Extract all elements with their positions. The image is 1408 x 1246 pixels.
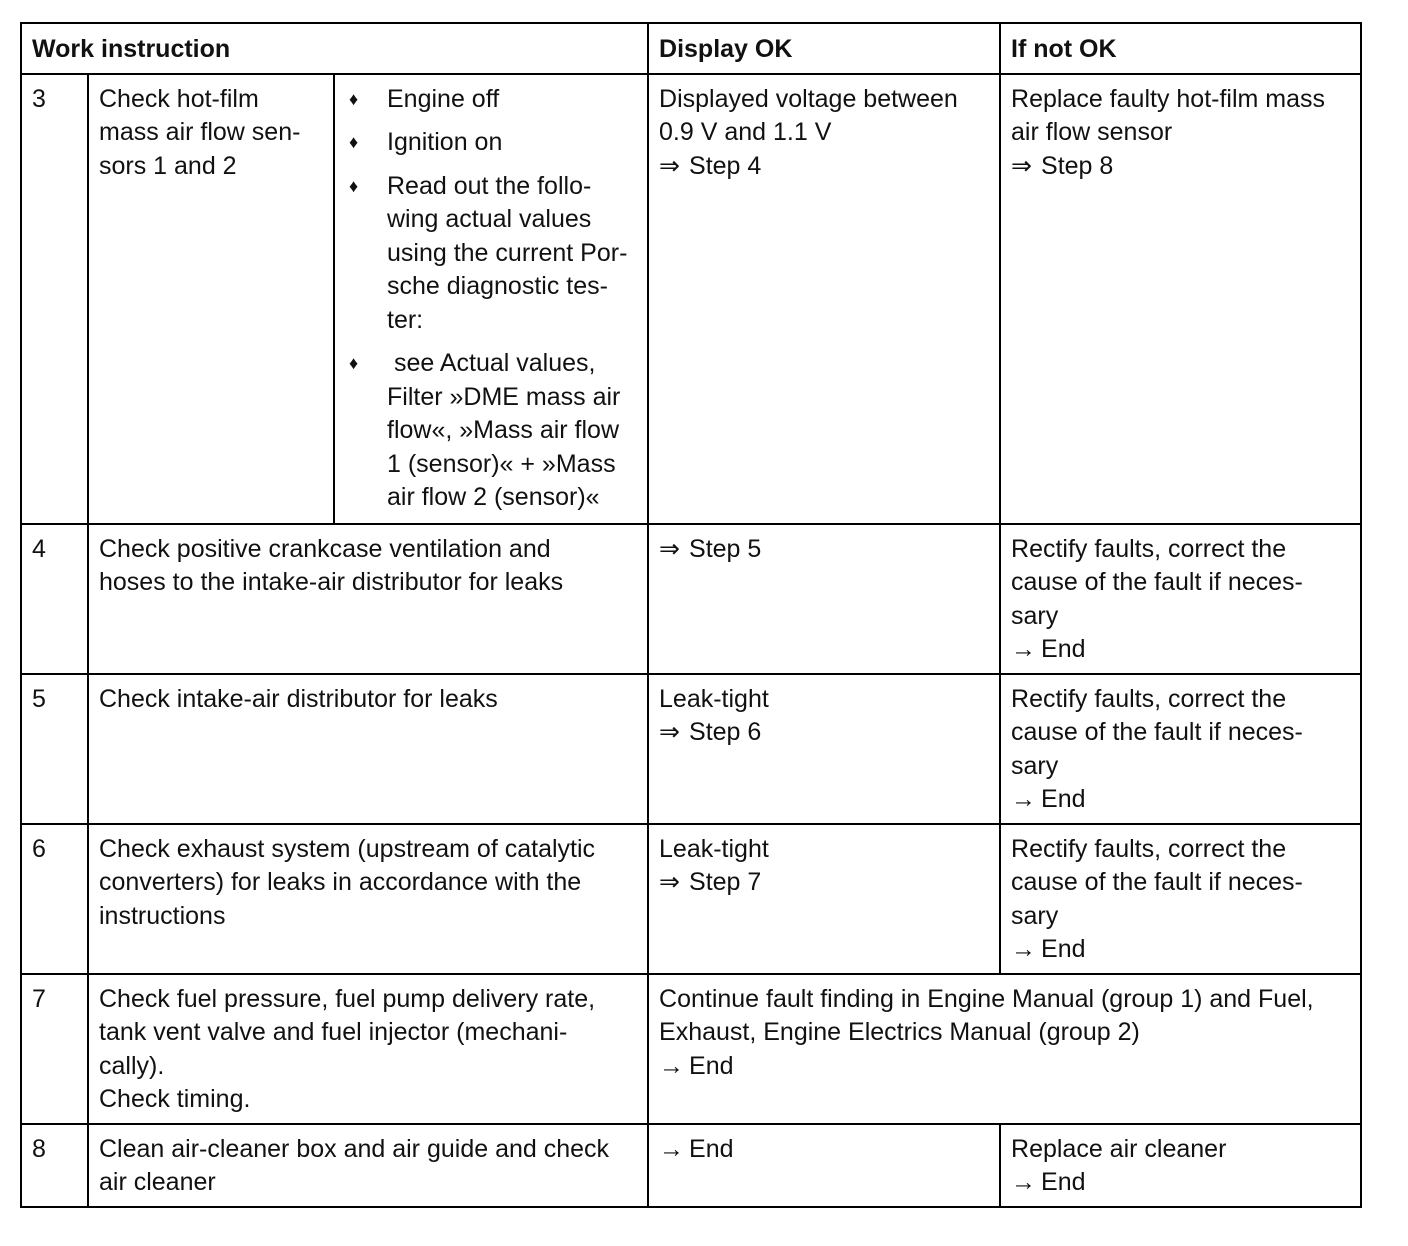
next-step (659, 866, 991, 900)
next-step (659, 1050, 1352, 1084)
next-step-label: Step 4 (689, 151, 762, 180)
step-number: 3 (21, 74, 88, 524)
table-row (21, 674, 1361, 824)
instruction-line: converters) for leaks in accordance with the (99, 868, 582, 896)
list-item (345, 170, 639, 338)
arrow-right-icon: → (1011, 635, 1037, 663)
step-number: 5 (21, 674, 88, 824)
instruction-line: Clean air-cleaner box and air guide and check (99, 1134, 610, 1163)
display-ok-line: Leak-tight (659, 834, 769, 863)
header-display-ok: Display OK (648, 23, 1000, 74)
bullet-line: sche diagnostic tes- (387, 272, 608, 300)
next-step (659, 150, 991, 184)
instruction-line: sors 1 and 2 (99, 151, 237, 180)
not-ok-line: sary (1011, 601, 1059, 630)
next-step (1011, 1166, 1352, 1200)
instruction-cell (88, 674, 648, 824)
not-ok-cell (1000, 1124, 1361, 1207)
instruction-line: air cleaner (99, 1168, 216, 1196)
instruction-line: tank vent valve and fuel injector (mechani- (99, 1018, 568, 1046)
arrow-right-icon: → (659, 1134, 685, 1163)
diamond-bullet-icon: ♦ (349, 175, 359, 196)
not-ok-line: Replace faulty hot-film mass (1011, 84, 1326, 113)
table-row (21, 824, 1361, 974)
work-instruction-table (20, 22, 1362, 1208)
table-row (21, 1124, 1361, 1207)
instruction-line: cally). (99, 1051, 165, 1080)
next-step-label: End (1041, 1168, 1086, 1196)
step-number: 4 (21, 524, 88, 674)
display-ok-cell (648, 674, 1000, 824)
bullet-line: 1 (sensor)« + »Mass (387, 449, 616, 478)
next-step-label: End (1041, 635, 1086, 663)
list-item (345, 126, 639, 160)
next-step (659, 533, 991, 567)
merged-line: Exhaust, Engine Electrics Manual (group 2) (659, 1018, 1140, 1046)
next-step (1011, 933, 1352, 967)
bullet-line: using the current Por- (387, 238, 628, 267)
display-ok-cell (648, 824, 1000, 974)
bullet-line: Ignition on (387, 128, 503, 156)
arrow-right-icon: → (659, 1051, 685, 1080)
conditions-cell (334, 74, 648, 524)
diamond-bullet-icon: ♦ (349, 88, 359, 109)
header-row (21, 23, 1361, 74)
next-step-label: End (689, 1134, 734, 1163)
bullet-line: Engine off (387, 84, 500, 113)
merged-line: Continue fault finding in Engine Manual (group 1) and Fuel, (659, 984, 1314, 1013)
header-if-not-ok: If not OK (1000, 23, 1361, 74)
not-ok-line: sary (1011, 901, 1059, 930)
instruction-cell (88, 974, 648, 1124)
instruction-cell (88, 74, 334, 524)
not-ok-line: air flow sensor (1011, 118, 1173, 146)
double-arrow-icon: ⇒ (659, 718, 680, 746)
arrow-right-icon: → (1011, 785, 1037, 813)
not-ok-line: Rectify faults, correct the (1011, 534, 1287, 563)
merged-result-cell (648, 974, 1361, 1124)
next-step-label: End (689, 1051, 734, 1080)
instruction-cell (88, 1124, 648, 1207)
instruction-line: Check exhaust system (upstream of catalytic (99, 834, 596, 863)
instruction-cell (88, 524, 648, 674)
conditions-list (345, 83, 639, 515)
diamond-bullet-icon: ♦ (349, 132, 359, 152)
next-step (1011, 150, 1352, 184)
list-item (345, 83, 639, 117)
step-number: 6 (21, 824, 88, 974)
instruction-line: hoses to the intake-air distributor for leaks (99, 568, 564, 596)
diamond-bullet-icon: ♦ (349, 353, 359, 373)
bullet-line: Read out the follo- (387, 171, 592, 200)
next-step-label: End (1041, 935, 1086, 963)
not-ok-cell (1000, 524, 1361, 674)
table-row (21, 74, 1361, 524)
display-ok-cell (648, 1124, 1000, 1207)
instruction-line: Check intake-air distributor for leaks (99, 684, 498, 713)
not-ok-line: cause of the fault if neces- (1011, 868, 1303, 896)
step-number: 8 (21, 1124, 88, 1207)
display-ok-cell (648, 74, 1000, 524)
not-ok-line: sary (1011, 751, 1059, 780)
next-step-label: End (1041, 785, 1086, 813)
next-step (1011, 633, 1352, 667)
step-number: 7 (21, 974, 88, 1124)
bullet-line: wing actual values (387, 205, 592, 233)
bullet-line: see Actual values, (387, 349, 596, 377)
bullet-line: Filter »DME mass air (387, 382, 621, 411)
instruction-line: Check hot-film (99, 84, 259, 113)
instruction-line: Check timing. (99, 1085, 251, 1113)
bullet-line: air flow 2 (sensor)« (387, 483, 600, 511)
double-arrow-icon: ⇒ (659, 868, 680, 896)
not-ok-line: cause of the fault if neces- (1011, 718, 1303, 746)
next-step-label: Step 5 (689, 534, 762, 563)
instruction-line: Check fuel pressure, fuel pump delivery rate, (99, 984, 596, 1013)
header-work-instruction: Work instruction (21, 23, 648, 74)
next-step-label: Step 7 (689, 868, 762, 896)
next-step-label: Step 6 (689, 718, 762, 746)
not-ok-cell (1000, 674, 1361, 824)
not-ok-line: Replace air cleaner (1011, 1134, 1227, 1163)
instruction-line: Check positive crankcase ventilation and (99, 534, 551, 563)
double-arrow-icon: ⇒ (659, 534, 680, 563)
instruction-cell (88, 824, 648, 974)
display-ok-line: 0.9 V and 1.1 V (659, 118, 832, 146)
table-row (21, 524, 1361, 674)
table-row (21, 974, 1361, 1124)
display-ok-line: Displayed voltage between (659, 84, 958, 113)
not-ok-cell (1000, 824, 1361, 974)
bullet-line: ter: (387, 305, 424, 334)
next-step (1011, 783, 1352, 817)
not-ok-line: Rectify faults, correct the (1011, 834, 1287, 863)
next-step-label: Step 8 (1041, 151, 1114, 180)
instruction-line: mass air flow sen- (99, 118, 301, 146)
next-step (659, 1133, 991, 1167)
list-item (345, 347, 639, 515)
double-arrow-icon: ⇒ (659, 151, 680, 180)
display-ok-cell (648, 524, 1000, 674)
next-step (659, 716, 991, 750)
not-ok-cell (1000, 74, 1361, 524)
bullet-line: flow«, »Mass air flow (387, 416, 620, 444)
display-ok-line: Leak-tight (659, 684, 769, 713)
arrow-right-icon: → (1011, 935, 1037, 963)
not-ok-line: cause of the fault if neces- (1011, 568, 1303, 596)
double-arrow-icon: ⇒ (1011, 151, 1032, 180)
arrow-right-icon: → (1011, 1168, 1037, 1196)
not-ok-line: Rectify faults, correct the (1011, 684, 1287, 713)
instruction-line: instructions (99, 901, 226, 930)
